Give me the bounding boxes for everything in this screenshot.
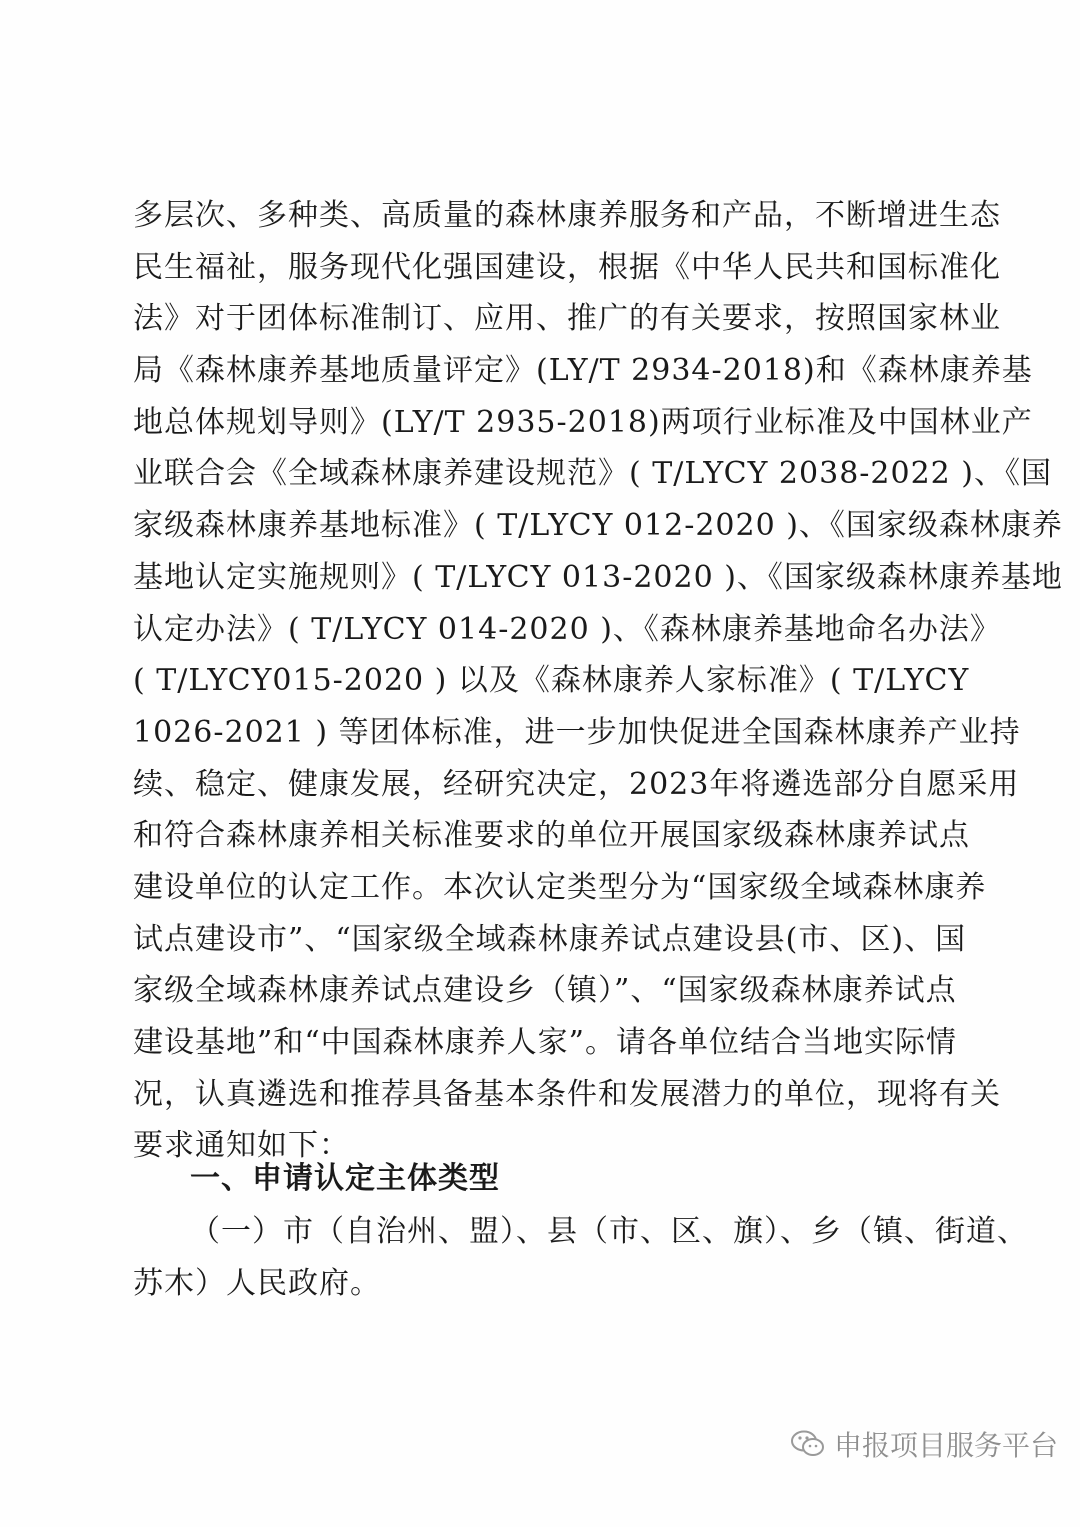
paragraph-body [133,190,1063,1172]
text-line: 要求通知如下： [133,1128,350,1164]
text-line: 苏木）人民政府。 [133,1265,381,1301]
text-line: 况，认真遴选和推荐具备基本条件和发展潜力的单位，现将有关 [133,1076,1001,1112]
text-line: 业联合会《全域森林康养建设规范》( T/LYCY 2038-2022 )、《国 [133,456,1053,492]
watermark [790,1422,1058,1466]
watermark-text: 申报项目服务平台 [834,1429,1059,1462]
text-line: 家级全域森林康养试点建设乡（镇）”、“国家级森林康养试点 [133,973,957,1009]
text-line: 基地认定实施规则》( T/LYCY 013-2020 )、《国家级森林康养基地 [133,559,1063,595]
text-line: 和符合森林康养相关标准要求的单位开展国家级森林康养试点 [133,818,970,854]
text-line: 续、稳定、健康发展，经研究决定，2023年将遴选部分自愿采用 [133,766,1020,802]
text-line: 民生福祉，服务现代化强国建设，根据《中华人民共和国标准化 [133,249,1001,285]
text-line: ( T/LYCY015-2020 ) 以及《森林康养人家标准》( T/LYCY [133,663,970,699]
wechat-icon [790,1429,826,1459]
section-heading: 一、申请认定主体类型 [190,1161,500,1196]
text-line: 多层次、多种类、高质量的森林康养服务和产品，不断增进生态 [133,198,1001,233]
text-line: 建设单位的认定工作。本次认定类型分为“国家级全域森林康养 [133,869,987,905]
text-line: 试点建设市”、“国家级全域森林康养试点建设县(市、区)、国 [133,921,967,957]
text-line: 法》对于团体标准制订、应用、推广的有关要求，按照国家林业 [133,301,1001,337]
text-line: 家级森林康养基地标准》( T/LYCY 012-2020 )、《国家级森林康养 [133,508,1063,544]
section-paragraph [133,1206,1028,1309]
text-line: 地总体规划导则》(LY/T 2935-2018)两项行业标准及中国林业产 [133,404,1033,440]
text-line: 1026-2021 ) 等团体标准，进一步加快促进全国森林康养产业持 [133,714,1021,750]
text-line: （一）市（自治州、盟）、县（市、区、旗）、乡（镇、街道、 [190,1214,1028,1249]
text-line: 局《森林康养基地质量评定》(LY/T 2934-2018)和《森林康养基 [133,353,1033,389]
text-line: 认定办法》( T/LYCY 014-2020 )、《森林康养基地命名办法》 [133,611,1001,647]
text-line: 建设基地”和“中国森林康养人家”。请各单位结合当地实际情 [133,1025,958,1060]
